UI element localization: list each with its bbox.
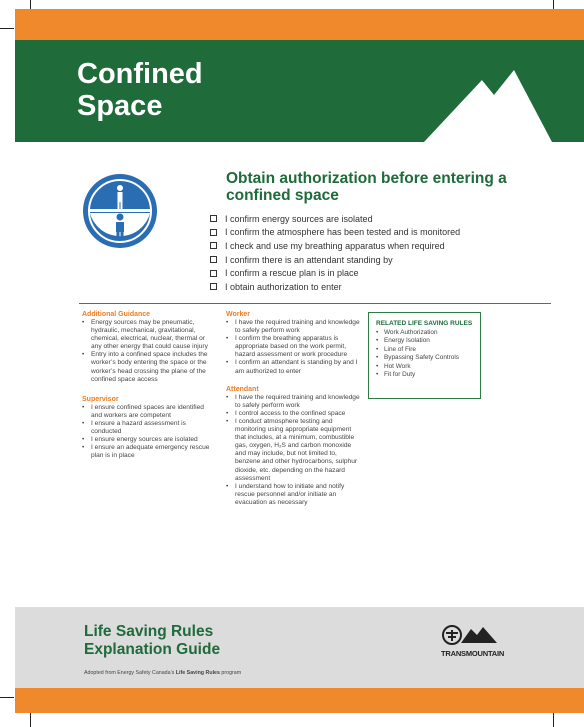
related-rule-item: • Line of Fire — [376, 346, 480, 354]
checklist-item — [210, 212, 540, 226]
guide-title-line-2: Explanation Guide — [84, 641, 221, 658]
worker-item: • I confirm the breathing apparatus is appropriate based on the work permit, hazard assessment or work procedure — [226, 335, 360, 359]
top-orange-band — [15, 9, 584, 40]
related-rules-heading: RELATED LIFE SAVING RULES — [376, 320, 473, 327]
rule-title: Obtain authorization before entering a confined space — [226, 170, 507, 204]
related-rule-item: • Energy Isolation — [376, 337, 480, 345]
worker-item: • I have the required training and knowledge to safely perform work — [226, 319, 360, 335]
guidance-item: • Energy sources may be pneumatic, hydraulic, mechanical, gravitational, chemical, electrical, nuclear, thermal or any other energy that could cause injury — [82, 319, 214, 351]
adopted-suffix: program — [219, 670, 242, 676]
checklist-text: I confirm energy sources are isolated — [225, 213, 373, 224]
checklist-text: I confirm the atmosphere has been tested and is monitored — [225, 227, 461, 238]
checkbox[interactable] — [210, 215, 217, 222]
checkbox[interactable] — [210, 256, 217, 263]
related-rules-box — [368, 312, 481, 399]
attendant-item: • I conduct atmosphere testing and monitoring using appropriate equipment that includes, at a minimum, combustible gas, oxygen, H₂S and carbon monoxide and may include, but not limited to, benzene and other hydrocarbons, sulphur dioxide, etc. depending on the hazard assessment — [226, 418, 360, 483]
additional-guidance-heading: Additional Guidance — [82, 311, 151, 318]
worker-item: • I confirm an attendant is standing by and I am authorized to enter — [226, 359, 360, 375]
header-banner — [15, 40, 584, 142]
checkbox[interactable] — [210, 242, 217, 249]
adopted-prefix: Adopted from Energy Safety Canada’s — [84, 670, 176, 676]
guidance-item: • Entry into a confined space includes the worker’s body entering the space or the worker’s head crossing the plane of the confined space access — [82, 351, 214, 383]
attendant-item: • I control access to the confined space — [226, 410, 360, 418]
checklist-text: I confirm there is an attendant standing by — [225, 254, 393, 265]
checkbox[interactable] — [210, 229, 217, 236]
crop-mark — [0, 697, 14, 698]
guide-title-line-1: Life Saving Rules — [84, 623, 214, 640]
mountain-graphic — [384, 40, 584, 142]
supervisor-item: • I ensure confined spaces are identified and workers are competent — [82, 404, 214, 420]
bottom-orange-band — [15, 688, 584, 713]
related-rule-item: • Bypassing Safety Controls — [376, 354, 480, 362]
attendant-item: • I understand how to initiate and notify rescue personnel and/or initiate an evacuation as necessary — [226, 483, 360, 507]
confined-space-icon — [82, 173, 158, 249]
checklist-item — [210, 266, 540, 280]
checklist-item — [210, 226, 540, 240]
rule-checklist — [210, 212, 540, 294]
title-line-1: Confined — [77, 58, 203, 90]
supervisor-item: • I ensure a hazard assessment is conducted — [82, 420, 214, 436]
guidance-column — [82, 311, 214, 460]
supervisor-item: • I ensure energy sources are isolated — [82, 436, 214, 444]
attendant-heading: Attendant — [226, 385, 259, 393]
checkbox[interactable] — [210, 283, 217, 290]
supervisor-heading: Supervisor — [82, 395, 119, 403]
checklist-item — [210, 280, 540, 294]
related-rule-item: • Fit for Duty — [376, 371, 480, 379]
checklist-text: I obtain authorization to enter — [225, 281, 342, 292]
related-rule-item: • Hot Work — [376, 363, 480, 371]
footer-panel — [15, 607, 584, 688]
crop-mark — [0, 28, 14, 29]
checkbox[interactable] — [210, 270, 217, 277]
crop-mark — [553, 713, 554, 727]
related-rule-item: • Work Authorization — [376, 329, 480, 337]
guide-title — [84, 623, 284, 659]
roles-column — [226, 311, 360, 507]
title-line-2: Space — [77, 90, 163, 122]
adopted-note — [84, 670, 241, 676]
checklist-item — [210, 239, 540, 253]
logo-wordmark: TRANSMOUNTAIN — [441, 649, 505, 658]
crop-mark — [30, 713, 31, 727]
checklist-text: I confirm a rescue plan is in place — [225, 268, 359, 279]
adopted-program-name: Life Saving Rules — [175, 670, 220, 676]
checklist-item — [210, 253, 540, 267]
worker-heading: Worker — [226, 311, 250, 318]
attendant-item: • I have the required training and knowledge to safely perform work — [226, 394, 360, 410]
section-divider — [79, 303, 551, 304]
supervisor-item: • I ensure an adequate emergency rescue plan is in place — [82, 444, 214, 460]
checklist-text: I check and use my breathing apparatus when required — [225, 240, 445, 251]
page-title — [77, 58, 327, 122]
